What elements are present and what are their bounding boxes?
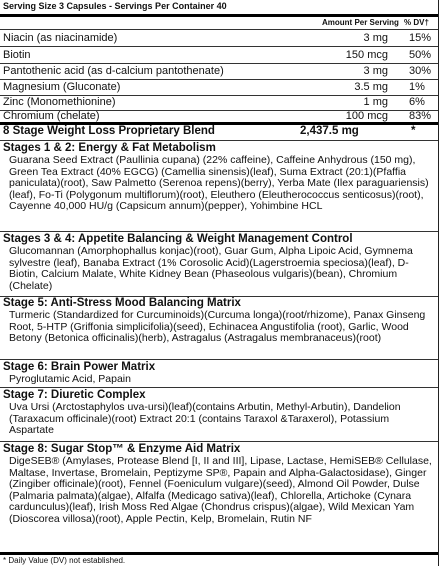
nutrient-name: Chromium (chelate) — [3, 110, 100, 122]
nutrient-name: Pantothenic acid (as d-calcium pantothenate) — [3, 65, 224, 77]
stage-title: Stage 5: Anti-Stress Mood Balancing Matrix — [3, 297, 241, 309]
divider — [0, 140, 438, 141]
stage-title: Stage 6: Brain Power Matrix — [3, 361, 156, 373]
divider — [0, 231, 438, 232]
stage-title: Stage 8: Sugar Stop™ & Enzyme Aid Matrix — [3, 443, 241, 455]
divider — [0, 29, 438, 30]
stage-ingredients: Pyroglutamic Acid, Papain — [9, 373, 131, 385]
nutrient-row — [0, 64, 438, 78]
stage-ingredients: Glucomannan (Amorphophallus konjac)(root), Guar Gum, Alpha Lipoic Acid, Gymnema sylvestre (leaf), Banaba Extract (1% Corosolic Acid)(Lagerstroemia speciosa)(leaf), D-Biotin, Calcium Malate, White Kidney Bean (Phaseolous vulgaris)(bean), Chromium (Chelate) — [9, 245, 413, 292]
blend-amount: 2,437.5 mg — [300, 125, 359, 137]
nutrient-row — [0, 80, 438, 94]
nutrient-name: Biotin — [3, 49, 31, 61]
dv-column-header: % DV† — [404, 18, 429, 27]
nutrient-dv: 6% — [409, 96, 425, 108]
stage-6-section — [0, 361, 438, 386]
nutrient-name: Zinc (Monomethionine) — [3, 96, 116, 108]
nutrient-dv: 83% — [409, 110, 432, 122]
stage-3-4-section — [0, 233, 438, 292]
stage-ingredients: DigeSEB® (Amylases, Protease Blend [I, II and III], Lipase, Lactase, HemiSEB® Cellulase, Maltase, Invertase, Bromelain, Peptizyme SP®, Papain and Alpha-Galactosidase), Ginger (Zingiber officinale)(root), Fennel (Foeniculum vulgare)(seed), Almond Oil Powder, Dulse (Palmaria palmata)(algae), Alfalfa (Medicago sativa)(leaf), Chlorella, Artichoke (Cynara cardunculus)(leaf), Irish Moss Red Algae (Chondrus crispus)(algae), Wild Mexican Yam (Dioscorea villosa)(root), Apple Pectin, Kelp, Bromelain, Rutin NF — [9, 455, 432, 525]
stage-5-section — [0, 297, 438, 345]
nutrient-name: Magnesium (Gluconate) — [3, 81, 121, 93]
nutrient-row — [0, 48, 438, 62]
footnote: * Daily Value (DV) not established. — [3, 556, 126, 565]
stage-8-section — [0, 443, 438, 526]
divider — [0, 441, 438, 442]
nutrient-amount: 100 mcg — [345, 110, 388, 122]
stage-title: Stages 3 & 4: Appetite Balancing & Weight Management Control — [3, 233, 353, 245]
blend-name: 8 Stage Weight Loss Proprietary Blend — [3, 125, 215, 137]
divider — [0, 359, 438, 360]
proprietary-blend-row — [0, 124, 438, 139]
nutrient-row — [0, 109, 438, 123]
nutrient-dv: 50% — [409, 49, 432, 61]
amount-column-header: Amount Per Serving — [322, 18, 399, 27]
divider — [0, 387, 438, 388]
nutrient-dv: 15% — [409, 32, 432, 44]
nutrient-dv: 1% — [409, 81, 425, 93]
stage-ingredients: Uva Ursi (Arctostaphylos uva-ursi)(leaf)(contains Arbutin, Methyl-Arbutin), Dandelion (Taraxacum officinale)(root) Extract 20:1 (contains Taraxol &Taraxerol), Potassium Aspartate — [9, 401, 401, 437]
stage-title: Stages 1 & 2: Energy & Fat Metabolism — [3, 142, 216, 154]
serving-info: Serving Size 3 Capsules - Servings Per Container 40 — [3, 1, 227, 11]
nutrient-amount: 150 mcg — [345, 49, 388, 61]
stage-title: Stage 7: Diuretic Complex — [3, 389, 146, 401]
nutrient-row — [0, 31, 438, 45]
nutrient-name: Niacin (as niacinamide) — [3, 32, 118, 44]
stage-7-section — [0, 389, 438, 437]
stage-1-2-section — [0, 142, 438, 213]
blend-dv: * — [411, 125, 416, 137]
bottom-rule — [0, 552, 438, 555]
nutrient-amount: 3.5 mg — [354, 81, 388, 93]
nutrient-row — [0, 95, 438, 109]
divider — [0, 46, 438, 47]
stage-ingredients: Guarana Seed Extract (Paullinia cupana) (22% caffeine), Caffeine Anhydrous (150 mg), Green Tea Extract (40% EGCG) (Camellia sinensis)(leaf), Suma Extract (20:1)(Pfaffia paniculata)(root), Saw Palmetto (Serenoa repens)(berry), Yerba Mate (Ilex paraguariensis)(leaf), Fo-Ti (Polygonum multiflorum)(root), Eleuthero (Eleutherococcus senticosus)(root), Cayenne 40,000 HU/g (Capsicum annum)(pepper), Yohimbine HCL — [9, 154, 429, 213]
stage-ingredients: Turmeric (Standardized for Curcuminoids)(Curcuma longa)(root/rhizome), Panax Ginseng Root, 5-HTP (Griffonia simplicifolia)(seed), Echinacea Angustifolia (root), Garlic, Wood Betony (Betonica officinalis)(herb), Astragalus (Astragalus membranaceus)(root) — [9, 309, 426, 345]
nutrient-amount: 3 mg — [363, 65, 388, 77]
nutrient-amount: 3 mg — [363, 32, 388, 44]
nutrient-amount: 1 mg — [363, 96, 388, 108]
nutrient-dv: 30% — [409, 65, 432, 77]
